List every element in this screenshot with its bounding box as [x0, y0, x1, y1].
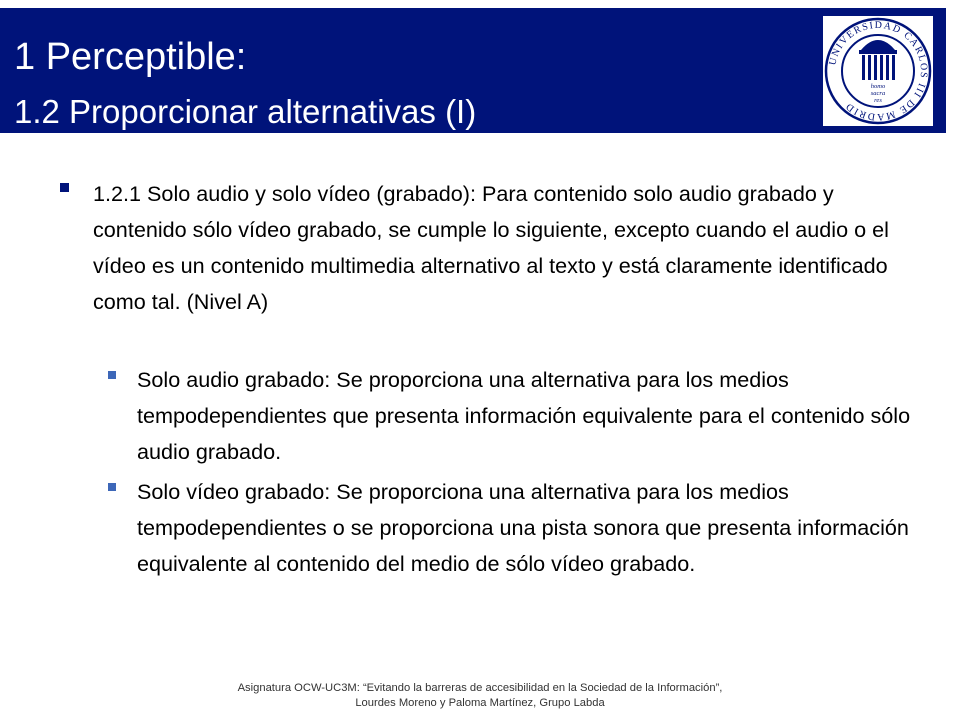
criterion-text: 1.2.1 Solo audio y solo vídeo (grabado): Para contenido solo audio grabado y contenido sólo vídeo grabado, se cumple lo siguiente, excepto cuando el audio o el vídeo es un contenido multimedia alternativo al texto y está claramente identificado como tal. (Nivel A) — [93, 181, 889, 314]
square-bullet-icon — [108, 371, 116, 379]
logo-motto-3: res — [874, 97, 882, 104]
square-bullet-icon — [60, 183, 69, 192]
subitem-audio-text: Solo audio grabado: Se proporciona una alternativa para los medios tempodependientes que presenta información equivalente para el contenido sólo audio grabado. — [137, 367, 911, 464]
slide-title: 1 Perceptible: — [14, 36, 247, 78]
subitem-video-text: Solo vídeo grabado: Se proporciona una alternativa para los medios tempodependientes o se proporciona una pista sonora que presenta información equivalente al contenido del medio de sólo vídeo grabado. — [137, 479, 909, 576]
slide-subtitle: 1.2 Proporcionar alternativas (I) — [14, 93, 477, 130]
square-bullet-icon — [108, 483, 116, 491]
logo-motto-2: sacra — [870, 90, 886, 97]
slide-footer — [0, 681, 960, 711]
footer-course-line: Asignatura OCW-UC3M: “Evitando la barreras de accesibilidad en la Sociedad de la Información”, — [237, 682, 723, 694]
footer-authors-line: Lourdes Moreno y Paloma Martínez, Grupo Labda — [355, 697, 605, 709]
logo-motto-1: homo — [870, 83, 886, 90]
logo-ring-text: UNIVERSIDAD CARLOS III DE MADRID — [827, 19, 930, 123]
